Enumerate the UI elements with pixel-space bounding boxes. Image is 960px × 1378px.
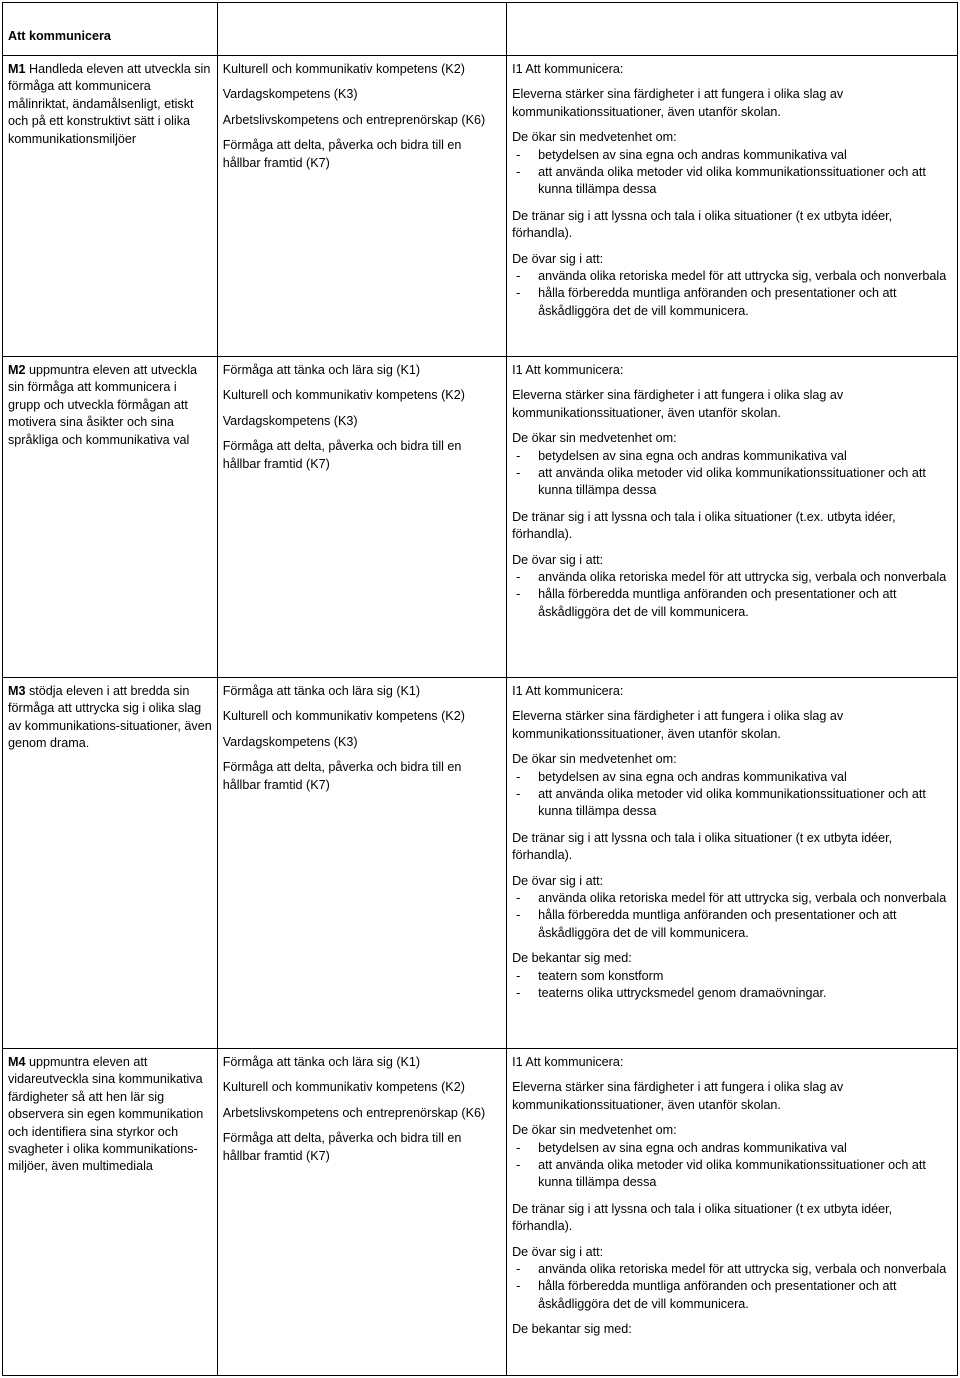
goal-code: M4: [8, 1055, 26, 1069]
list-item: - använda olika retoriska medel för att uttrycka sig, verbala och nonverbala: [512, 890, 952, 907]
competence-item: Förmåga att delta, påverka och bidra till en hållbar framtid (K7): [222, 138, 462, 170]
practice-label: De övar sig i att:: [512, 552, 604, 567]
competence-item: Kulturell och kommunikativ kompetens (K2): [222, 1080, 465, 1095]
practice-label: De övar sig i att:: [512, 1244, 604, 1259]
competence-cell: [217, 357, 506, 678]
competence-item: Kulturell och kommunikativ kompetens (K2): [222, 709, 465, 724]
familiar-list: [512, 968, 952, 1003]
header-empty-cell: [217, 3, 506, 56]
awareness-list: [512, 769, 952, 821]
practice-list: [512, 1261, 952, 1313]
competence-item: Vardagskompetens (K3): [222, 734, 358, 749]
practice-label: De övar sig i att:: [512, 251, 604, 266]
goal-code: M2: [8, 363, 26, 377]
list-item: - att använda olika metoder vid olika kommunikationssituationer och att kunna tillämpa dessa: [512, 164, 952, 199]
goal-code: M3: [8, 684, 26, 698]
table-row-m2: [3, 357, 958, 678]
competence-item: Förmåga att delta, påverka och bidra till en hållbar framtid (K7): [222, 760, 462, 792]
awareness-label: De ökar sin medvetenhet om:: [512, 752, 677, 767]
list-item: - hålla förberedda muntliga anföranden och presentationer och att åskådliggöra det de vill kommunicera.: [512, 285, 952, 320]
list-item: - använda olika retoriska medel för att uttrycka sig, verbala och nonverbala: [512, 1261, 952, 1278]
awareness-list: [512, 1140, 952, 1192]
awareness-label: De ökar sin medvetenhet om:: [512, 130, 677, 145]
competence-item: Förmåga att tänka och lära sig (K1): [222, 684, 421, 698]
awareness-list: [512, 147, 952, 199]
list-item: - använda olika retoriska medel för att uttrycka sig, verbala och nonverbala: [512, 569, 952, 586]
familiar-label: De bekantar sig med:: [512, 1322, 632, 1337]
competence-cell: [217, 678, 506, 1049]
list-item: - hålla förberedda muntliga anföranden och presentationer och att åskådliggöra det de vill kommunicera.: [512, 1278, 952, 1313]
competence-item: Förmåga att delta, påverka och bidra till en hållbar framtid (K7): [222, 439, 462, 471]
section-title-cell: [3, 3, 218, 56]
awareness-label: De ökar sin medvetenhet om:: [512, 1123, 677, 1138]
competence-item: Kulturell och kommunikativ kompetens (K2): [222, 62, 465, 76]
list-item: - använda olika retoriska medel för att uttrycka sig, verbala och nonverbala: [512, 268, 952, 285]
content-intro: Eleverna stärker sina färdigheter i att fungera i olika slag av kommunikationssituationer, även utanför skolan.: [512, 388, 844, 420]
awareness-list: [512, 448, 952, 500]
content-cell: [507, 56, 958, 357]
table-row-m1: [3, 56, 958, 357]
competence-item: Vardagskompetens (K3): [222, 413, 358, 428]
goal-text: uppmuntra eleven att utveckla sin förmåga att kommunicera i grupp och utveckla förmågan att motivera sina åsikter och sina språkliga och kommunikativa val: [8, 363, 198, 447]
content-heading: I1 Att kommunicera:: [512, 62, 624, 76]
goal-text: uppmuntra eleven att vidareutveckla sina kommunikativa färdigheter så att hen lär sig observera sin egen kommunikation och identifiera sina styrkor och svagheter i olika kommunikations-miljöer, även multimediala: [8, 1055, 204, 1174]
practice-list: [512, 268, 952, 320]
list-item: - betydelsen av sina egna och andras kommunikativa val: [512, 769, 952, 786]
train-text: De tränar sig i att lyssna och tala i olika situationer (t ex utbyta idéer, förhandla).: [512, 208, 893, 241]
competence-item: Arbetslivskompetens och entreprenörskap (K6): [222, 1105, 486, 1120]
header-row: [3, 3, 958, 56]
content-intro: Eleverna stärker sina färdigheter i att fungera i olika slag av kommunikationssituationer, även utanför skolan.: [512, 709, 844, 741]
train-text: De tränar sig i att lyssna och tala i olika situationer (t ex utbyta idéer, förhandla).: [512, 830, 893, 863]
content-heading: I1 Att kommunicera:: [512, 684, 624, 698]
content-cell: [507, 357, 958, 678]
competence-cell: [217, 1049, 506, 1376]
goal-text: stödja eleven i att bredda sin förmåga att uttrycka sig i olika slag av kommunikations-situationer, även genom drama.: [8, 684, 212, 751]
competence-item: Förmåga att tänka och lära sig (K1): [222, 363, 421, 377]
practice-list: [512, 890, 952, 942]
competence-item: Kulturell och kommunikativ kompetens (K2): [222, 388, 465, 403]
table-row-m3: [3, 678, 958, 1049]
goal-cell: [3, 56, 218, 357]
header-empty-cell: [507, 3, 958, 56]
competence-cell: [217, 56, 506, 357]
list-item: - hålla förberedda muntliga anföranden och presentationer och att åskådliggöra det de vill kommunicera.: [512, 586, 952, 621]
list-item: - hålla förberedda muntliga anföranden och presentationer och att åskådliggöra det de vill kommunicera.: [512, 907, 952, 942]
goal-cell: [3, 678, 218, 1049]
goal-code: M1: [8, 62, 26, 76]
train-text: De tränar sig i att lyssna och tala i olika situationer (t ex utbyta idéer, förhandla).: [512, 1201, 893, 1234]
competence-item: Förmåga att delta, påverka och bidra till en hållbar framtid (K7): [222, 1131, 462, 1163]
content-intro: Eleverna stärker sina färdigheter i att fungera i olika slag av kommunikationssituationer, även utanför skolan.: [512, 87, 844, 119]
list-item: - att använda olika metoder vid olika kommunikationssituationer och att kunna tillämpa dessa: [512, 465, 952, 500]
competence-item: Arbetslivskompetens och entreprenörskap (K6): [222, 112, 486, 127]
train-text: De tränar sig i att lyssna och tala i olika situationer (t.ex. utbyta idéer, förhandla).: [512, 509, 896, 542]
awareness-label: De ökar sin medvetenhet om:: [512, 431, 677, 446]
competence-item: Vardagskompetens (K3): [222, 87, 358, 102]
content-intro: Eleverna stärker sina färdigheter i att fungera i olika slag av kommunikationssituationer, även utanför skolan.: [512, 1080, 844, 1112]
list-item: - teaterns olika uttrycksmedel genom dramaövningar.: [512, 985, 952, 1002]
list-item: - betydelsen av sina egna och andras kommunikativa val: [512, 147, 952, 164]
list-item: - att använda olika metoder vid olika kommunikationssituationer och att kunna tillämpa dessa: [512, 786, 952, 821]
content-heading: I1 Att kommunicera:: [512, 363, 624, 377]
competence-item: Förmåga att tänka och lära sig (K1): [222, 1055, 421, 1069]
content-heading: I1 Att kommunicera:: [512, 1055, 624, 1069]
goal-text: Handleda eleven att utveckla sin förmåga att kommunicera målinriktat, ändamålsenligt, etiskt och på ett konstruktivt sätt i olika kommunikationsmiljöer: [8, 62, 211, 146]
content-cell: [507, 1049, 958, 1376]
table-row-m4: [3, 1049, 958, 1376]
list-item: - betydelsen av sina egna och andras kommunikativa val: [512, 1140, 952, 1157]
section-title: Att kommunicera: [8, 29, 111, 43]
list-item: - teatern som konstform: [512, 968, 952, 985]
goal-cell: [3, 357, 218, 678]
familiar-label: De bekantar sig med:: [512, 951, 632, 966]
practice-list: [512, 569, 952, 621]
curriculum-table: [2, 2, 958, 1376]
practice-label: De övar sig i att:: [512, 873, 604, 888]
list-item: - att använda olika metoder vid olika kommunikationssituationer och att kunna tillämpa dessa: [512, 1157, 952, 1192]
list-item: - betydelsen av sina egna och andras kommunikativa val: [512, 448, 952, 465]
content-cell: [507, 678, 958, 1049]
goal-cell: [3, 1049, 218, 1376]
